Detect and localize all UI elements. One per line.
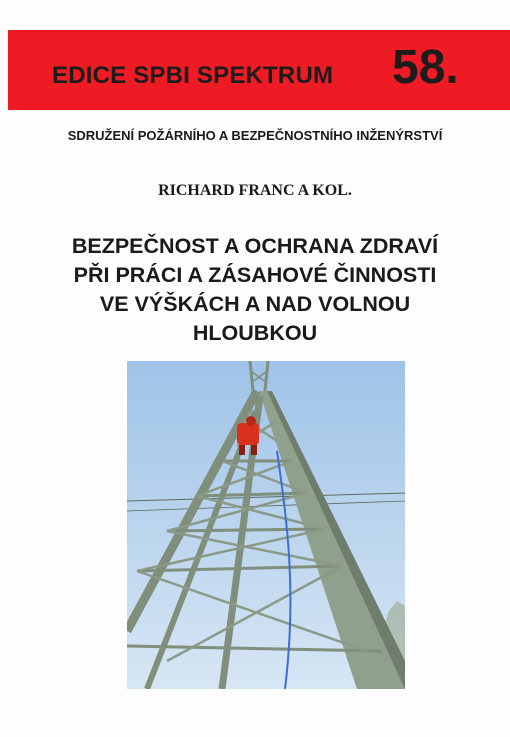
title-line: BEZPEČNOST A OCHRANA ZDRAVÍ bbox=[71, 234, 439, 258]
series-label: EDICE SPBI SPEKTRUM bbox=[52, 62, 334, 89]
title-line: HLOUBKOU bbox=[192, 321, 318, 345]
author-name: RICHARD FRANC A KOL. bbox=[158, 182, 352, 199]
publisher-name: SDRUŽENÍ POŽÁRNÍHO A BEZPEČNOSTNÍHO INŽENÝRSTVÍ bbox=[67, 128, 443, 143]
book-title bbox=[20, 232, 490, 348]
title-line: VE VÝŠKÁCH A NAD VOLNOU bbox=[99, 292, 411, 316]
title-line: PŘI PRÁCI A ZÁSAHOVÉ ČINNOSTI bbox=[73, 263, 437, 287]
tower-crossbar bbox=[167, 529, 325, 531]
cover-photo-tower-climber bbox=[127, 361, 405, 689]
series-number: 58. bbox=[392, 41, 459, 94]
